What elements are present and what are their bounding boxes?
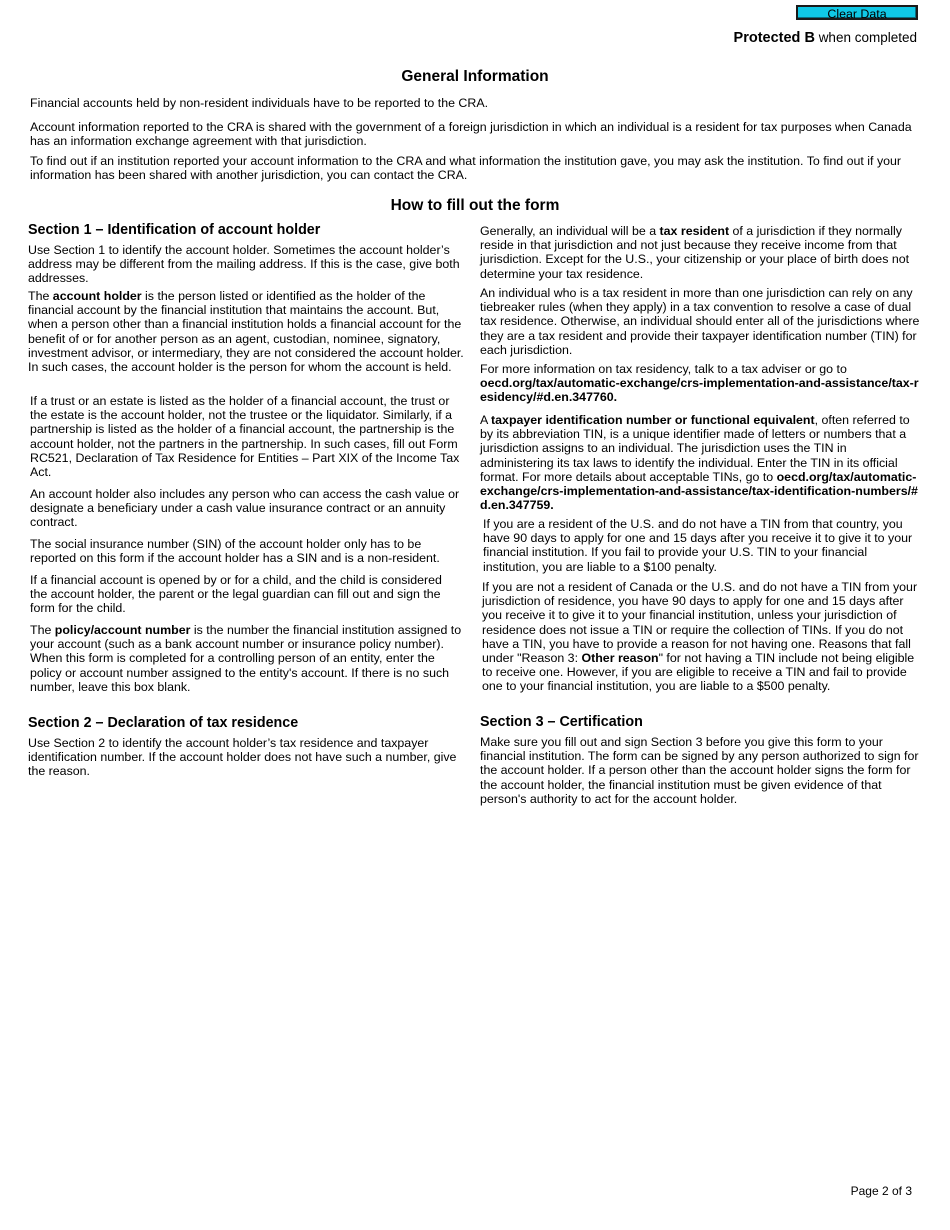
section1-paragraph-7: The policy/account number is the number the financial institution assigned to your account (such as a bank account number or insurance policy number). When this form is completed for a controlling person of an entity, enter the policy or account number assigned to the entity's account. If there is no such number, leave this box blank. <box>30 623 462 694</box>
protected-suffix: when completed <box>818 30 917 45</box>
general-information-title: General Information <box>401 68 549 85</box>
section3-paragraph-1: Make sure you fill out and sign Section 3 before you give this form to your financial institution. The form can be signed by any person authorized to sign for the account holder. If a person other than the account holder signs the form for the account holder, the financial institution must be given evidence of that person's authority to act for the account holder. <box>480 735 919 806</box>
section1-paragraph-5: The social insurance number (SIN) of the account holder only has to be reported on this form if the account holder has a SIN and is a non-resident. <box>30 537 440 566</box>
clear-data-button[interactable]: Clear Data <box>796 5 918 20</box>
section2-title: Section 2 – Declaration of tax residence <box>28 715 299 731</box>
right-paragraph-2: An individual who is a tax resident in more than one jurisdiction can rely on any tiebreaker rules (when they apply) in a tax convention to resolve a case of dual tax residence. Otherwise, an individual should enter all of the jurisdictions where they are a tax resident and provide their taxpayer identification number (TIN) for each jurisdiction. <box>480 286 920 357</box>
right-paragraph-1: Generally, an individual will be a tax resident of a jurisdiction if they normally reside in that jurisdiction and not just because they receive income from that jurisdiction. Except for the U.S., your citizenship or your place of birth does not determine your tax residence. <box>480 224 910 281</box>
section1-paragraph-6: If a financial account is opened by or for a child, and the child is considered the account holder, the parent or the legal guardian can fill out and sign the form for the child. <box>30 573 442 616</box>
section1-paragraph-3: If a trust or an estate is listed as the holder of a financial account, the trust or the estate is the account holder, not the trustee or the liquidator. Similarly, if a partnership is listed as the holder of a financial account, the partnership is the account holder, not the partners in the partnership. In such cases, fill out Form RC521, Declaration of Tax Residence for Entities – Part XIX of the Income Tax Act. <box>30 394 460 480</box>
tin-term: taxpayer identification number or functional equivalent <box>491 413 815 427</box>
right-paragraph-4: A taxpayer identification number or functional equivalent, often referred to by its abbreviation TIN, is a unique identifier made of letters or numbers that a jurisdiction assigns to an individual. The jurisdiction uses the TIN in administering its tax laws to identify the individual. Enter the TIN in its official format. For more details about acceptable TINs, go to oecd.org/tax/automatic-exchange/crs-implementation-and-assistance/tax-identification-numbers/#d.en.347759. <box>480 413 918 513</box>
policy-account-number-term: policy/account number <box>54 623 191 637</box>
section1-title: Section 1 – Identification of account holder <box>28 222 321 238</box>
general-paragraph-3: To find out if an institution reported your account information to the CRA and what information the institution gave, you may ask the institution. To find out if your information has been shared with another jurisdiction, you can contact the CRA. <box>30 154 902 183</box>
protected-b-label <box>734 31 917 45</box>
section3-title: Section 3 – Certification <box>480 714 643 730</box>
general-paragraph-1: Financial accounts held by non-resident individuals have to be reported to the CRA. <box>30 96 489 110</box>
section1-paragraph-1: Use Section 1 to identify the account holder. Sometimes the account holder’s address may be different from the mailing address. If this is the case, give both addresses. <box>28 243 460 286</box>
tax-resident-term: tax resident <box>659 224 730 238</box>
page-number: Page 2 of 3 <box>850 1184 912 1198</box>
right-paragraph-5: If you are a resident of the U.S. and do not have a TIN from that country, you have 90 days to apply for one and 15 days after you receive it to give it to your financial institution. If you fail to provide your U.S. TIN to your financial institution, you are liable to a $100 penalty. <box>483 517 913 574</box>
general-paragraph-2: Account information reported to the CRA is shared with the government of a foreign jurisdiction in which an individual is a resident for tax purposes when Canada has an information exchange agreement with that jurisdiction. <box>30 120 912 149</box>
section2-paragraph-1: Use Section 2 to identify the account holder’s tax residence and taxpayer identification number. If the account holder does not have such a number, give the reason. <box>28 736 457 779</box>
section1-paragraph-4: An account holder also includes any person who can access the cash value or designate a beneficiary under a cash value insurance contract or an annuity contract. <box>30 487 460 530</box>
other-reason-term: Other reason <box>581 651 659 666</box>
tin-link[interactable]: oecd.org/tax/automatic-exchange/crs-implementation-and-assistance/tax-identification-numbers/#d.en.347759. <box>480 469 918 513</box>
right-paragraph-3: For more information on tax residency, talk to a tax adviser or go to oecd.org/tax/automatic-exchange/crs-implementation-and-assistance/tax-residency/#d.en.347760. <box>480 362 919 405</box>
how-to-title: How to fill out the form <box>390 197 560 214</box>
tax-residency-link[interactable]: oecd.org/tax/automatic-exchange/crs-implementation-and-assistance/tax-residency/#d.en.347760. <box>480 376 919 405</box>
account-holder-term: account holder <box>52 289 142 303</box>
section1-paragraph-2: The account holder is the person listed or identified as the holder of the financial account by the financial institution that maintains the account. But, when a person other than a financial institution holds a financial account for the benefit of or for another person as an agent, custodian, nominee, signatory, investment advisor, or intermediary, they are not considered the account holder. In such cases, the account holder is the person for whom the account is held. <box>28 289 464 375</box>
right-paragraph-6: If you are not a resident of Canada or the U.S. and do not have a TIN from your jurisdiction of residence, you have 90 days to apply for one and 15 days after you receive it to give it to your financial institution, unless your jurisdiction of residence does not issue a TIN or require the collection of TINs. If you do not have a TIN, you have to provide a reason for not having one. Reasons that fall under "Reason 3: Other reason" for not having a TIN include not being eligible to receive one. However, if you are eligible to receive a TIN and fail to provide one to your financial institution, you are liable to a $500 penalty. <box>482 580 918 694</box>
protected-label: Protected B <box>733 30 815 46</box>
